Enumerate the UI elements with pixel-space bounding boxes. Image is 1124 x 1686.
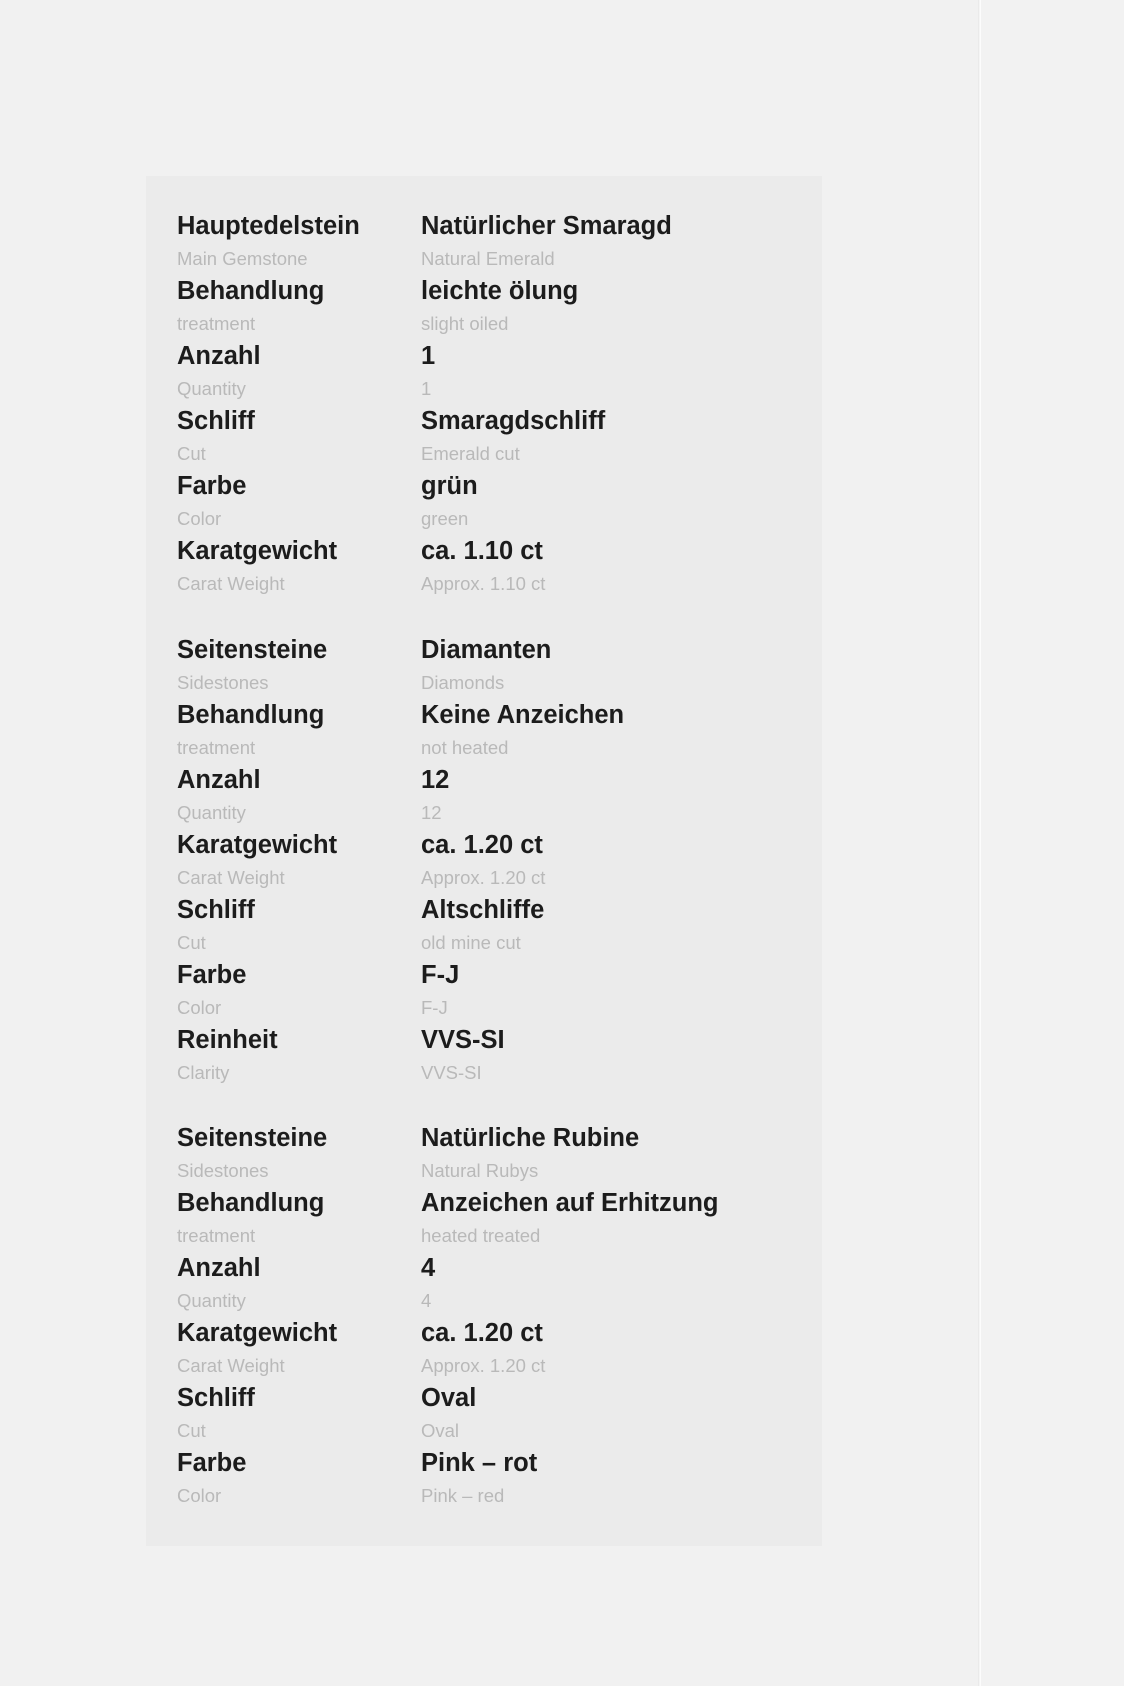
spec-label-en: Sidestones: [177, 672, 269, 693]
spec-label: Anzahl: [177, 766, 261, 794]
spec-value: Diamanten: [421, 636, 552, 664]
spec-row-translation: [177, 373, 777, 405]
spec-row: [177, 764, 777, 797]
spec-label-en: Sidestones: [177, 1160, 269, 1181]
spec-row: [177, 1317, 777, 1350]
spec-label: Karatgewicht: [177, 831, 338, 859]
spec-value-en: slight oiled: [421, 313, 509, 334]
spec-row: [177, 894, 777, 927]
spec-label: Reinheit: [177, 1026, 278, 1054]
spec-label: Farbe: [177, 472, 247, 500]
spec-label-en: Color: [177, 997, 222, 1018]
spec-row: [177, 1382, 777, 1415]
spec-label: Seitensteine: [177, 1124, 328, 1152]
spec-value-en: 12: [421, 802, 442, 823]
spec-value-en: 4: [421, 1290, 432, 1311]
spec-label-en: Cut: [177, 1420, 206, 1441]
spec-row-translation: [177, 503, 777, 535]
spec-row-translation: [177, 568, 777, 600]
spec-label: Behandlung: [177, 701, 325, 729]
spec-value: Natürlicher Smaragd: [421, 212, 672, 240]
spec-row-translation: [177, 797, 777, 829]
spec-label: Hauptedelstein: [177, 212, 360, 240]
spec-label-en: Quantity: [177, 378, 246, 399]
spec-row-translation: [177, 1415, 777, 1447]
spec-value: ca. 1.10 ct: [421, 537, 543, 565]
spec-row-translation: [177, 1285, 777, 1317]
spec-value-en: Oval: [421, 1420, 460, 1441]
spec-row: [177, 1187, 777, 1220]
ruby-sidestones-section: [177, 1122, 777, 1512]
spec-label-en: Carat Weight: [177, 867, 285, 888]
spec-value: Smaragdschliff: [421, 407, 606, 435]
spec-label-en: Clarity: [177, 1062, 230, 1083]
spec-row-translation: [177, 1480, 777, 1512]
spec-label: Farbe: [177, 1449, 247, 1477]
spec-value: Natürliche Rubine: [421, 1124, 640, 1152]
spec-value: Oval: [421, 1384, 477, 1412]
spec-row: [177, 275, 777, 308]
spec-row: [177, 1024, 777, 1057]
spec-label: Behandlung: [177, 277, 325, 305]
spec-row-translation: [177, 1155, 777, 1187]
spec-label-en: Carat Weight: [177, 1355, 285, 1376]
spec-value: 12: [421, 766, 450, 794]
spec-row: [177, 959, 777, 992]
spec-label-en: Cut: [177, 932, 206, 953]
spec-row: [177, 340, 777, 373]
spec-label-en: treatment: [177, 1225, 256, 1246]
spec-label-en: Quantity: [177, 1290, 246, 1311]
spec-value: 4: [421, 1254, 436, 1282]
spec-row: [177, 1122, 777, 1155]
spec-label: Anzahl: [177, 342, 261, 370]
spec-row-translation: [177, 1350, 777, 1382]
spec-value-en: F-J: [421, 997, 448, 1018]
spec-row-translation: [177, 732, 777, 764]
main-gemstone-section: [177, 210, 777, 600]
spec-label: Farbe: [177, 961, 247, 989]
spec-value: F-J: [421, 961, 460, 989]
spec-value: Altschliffe: [421, 896, 545, 924]
spec-row-translation: [177, 308, 777, 340]
spec-value-en: Diamonds: [421, 672, 505, 693]
spec-row: [177, 1447, 777, 1480]
spec-row-translation: [177, 243, 777, 275]
diamond-sidestones-section: [177, 634, 777, 1089]
spec-value: VVS-SI: [421, 1026, 505, 1054]
spec-row: [177, 634, 777, 667]
spec-row-translation: [177, 1057, 777, 1089]
spec-label: Karatgewicht: [177, 537, 338, 565]
spec-label: Anzahl: [177, 1254, 261, 1282]
spec-row: [177, 829, 777, 862]
spec-label-en: Color: [177, 508, 222, 529]
spec-value: grün: [421, 472, 478, 500]
spec-row: [177, 699, 777, 732]
spec-value: Anzeichen auf Erhitzung: [421, 1189, 719, 1217]
spec-value: ca. 1.20 ct: [421, 831, 543, 859]
spec-row-translation: [177, 1220, 777, 1252]
spec-value-en: Emerald cut: [421, 443, 520, 464]
spec-value-en: heated treated: [421, 1225, 541, 1246]
spec-value-en: green: [421, 508, 469, 529]
spec-label: Behandlung: [177, 1189, 325, 1217]
spec-row: [177, 535, 777, 568]
spec-row: [177, 405, 777, 438]
spec-label-en: treatment: [177, 737, 256, 758]
spec-label: Seitensteine: [177, 636, 328, 664]
spec-row-translation: [177, 667, 777, 699]
spec-row-translation: [177, 992, 777, 1024]
spec-label-en: Color: [177, 1485, 222, 1506]
spec-label-en: treatment: [177, 313, 256, 334]
spec-row-translation: [177, 438, 777, 470]
spec-value-en: not heated: [421, 737, 509, 758]
spec-label: Karatgewicht: [177, 1319, 338, 1347]
spec-value: ca. 1.20 ct: [421, 1319, 543, 1347]
spec-value-en: Approx. 1.20 ct: [421, 867, 546, 888]
spec-row-translation: [177, 927, 777, 959]
spec-row: [177, 1252, 777, 1285]
adjacent-page-strip: [982, 0, 1124, 1686]
spec-label-en: Cut: [177, 443, 206, 464]
spec-label: Schliff: [177, 896, 255, 924]
spec-value-en: Approx. 1.20 ct: [421, 1355, 546, 1376]
spec-label-en: Carat Weight: [177, 573, 285, 594]
spec-value: Pink – rot: [421, 1449, 538, 1477]
spec-value-en: Pink – red: [421, 1485, 505, 1506]
spec-value-en: VVS-SI: [421, 1062, 482, 1083]
spec-value: leichte ölung: [421, 277, 579, 305]
spec-row: [177, 210, 777, 243]
spec-value-en: Approx. 1.10 ct: [421, 573, 546, 594]
spec-value: Keine Anzeichen: [421, 701, 625, 729]
spec-label-en: Quantity: [177, 802, 246, 823]
spec-label-en: Main Gemstone: [177, 248, 308, 269]
spec-row-translation: [177, 862, 777, 894]
spec-label: Schliff: [177, 1384, 255, 1412]
spec-value-en: 1: [421, 378, 432, 399]
spec-value-en: Natural Emerald: [421, 248, 555, 269]
spec-value: 1: [421, 342, 436, 370]
spec-row: [177, 470, 777, 503]
spec-value-en: Natural Rubys: [421, 1160, 539, 1181]
spec-value-en: old mine cut: [421, 932, 521, 953]
spec-label: Schliff: [177, 407, 255, 435]
